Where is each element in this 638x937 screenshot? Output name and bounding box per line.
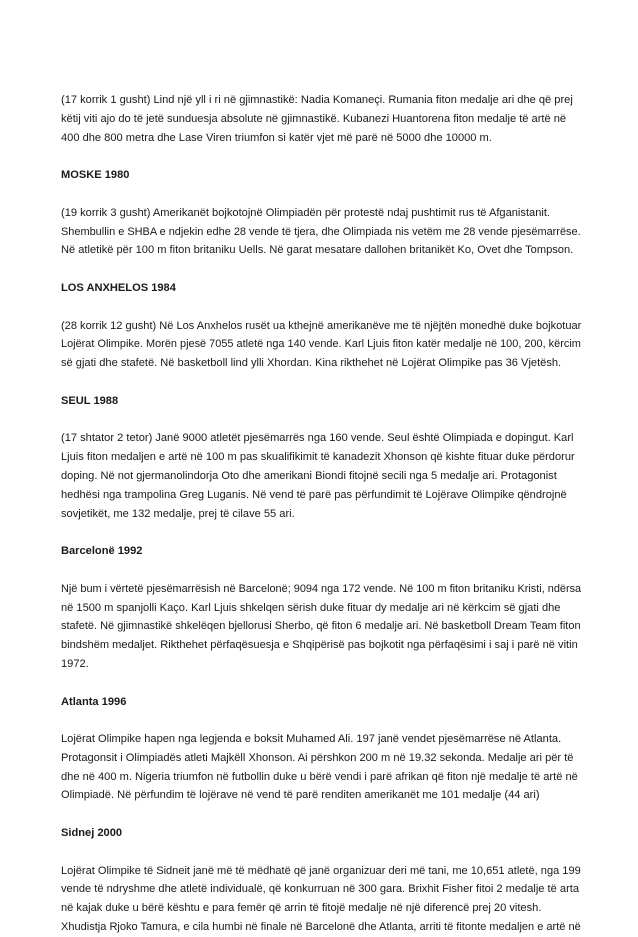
text-line: 400 dhe 800 metra dhe Lase Viren triumfon si katër vjet më parë në 5000 dhe 10000 m.: [61, 131, 492, 144]
paragraph-seul-1988: [61, 429, 581, 523]
text-line: doping. Në not gjermanolindorja Oto dhe amerikani Biondi fitojnë secili nga 5 medalje ari. Protagonist: [61, 469, 557, 482]
text-line: 1972.: [61, 657, 89, 670]
text-line: Lojërat Olimpike. Morën pjesë 7055 atletë nga 140 vende. Karl Ljuis fiton katër medalje në 100, 200, kërcim: [61, 338, 581, 351]
text-line: hedhësi nga trampolina Greg Luganis. Në vend të parë pas përfundimit të Lojërave Olimpike qëndrojnë: [61, 488, 567, 501]
text-line: bindshëm medaljet. Rikthehet përfaqësuesja e Shqipërisë pas bojkotit nga përfaqësimi i saj i parë në vitin: [61, 639, 578, 652]
text-line: Një bum i vërtetë pjesëmarrësish në Barcelonë; 9094 nga 172 vende. Në 100 m fiton britaniku Kristi, ndërsa: [61, 582, 582, 595]
text-line: Lojërat Olimpike të Sidneit janë më të mëdhatë që janë organizuar deri më tani, me 10,651 atletë, nga 199: [61, 864, 581, 877]
text-line: në 1500 m spanjolli Kaço. Karl Ljuis shkelqen sërish duke fituar dy medalje ari në kërkcim së gjati dhe: [61, 601, 561, 614]
text-line: Xhudistja Rjoko Tamura, e cila humbi në finale në Barcelonë dhe Atlanta, arriti të fitonte medaljen e artë në: [61, 921, 581, 934]
text-line: (17 shtator 2 tetor) Janë 9000 atletët pjesëmarrës nga 160 vende. Seul është Olimpiada e dopingut. Karl: [61, 432, 574, 445]
section-heading-sidnej-2000: Sidnej 2000: [61, 827, 123, 840]
text-line: stafetë. Në gjimnastikë shkelëqen bjellorusi Sherbo, që fiton 6 medalje ari. Në basketboll Dream Team fiton: [61, 620, 581, 633]
text-line: (19 korrik 3 gusht) Amerikanët bojkotojnë Olimpiadën për protestë ndaj pushtimit rus të Afganistanit.: [61, 206, 550, 219]
text-line: dhe në 400 m. Nigeria triumfon në futbollin duke u bërë vendi i parë afrikan që fiton një medalje të artë në: [61, 770, 578, 783]
text-line: sovjetikët, me 132 medalje, prej të cilave 55 ari.: [61, 507, 295, 520]
text-line: (17 korrik 1 gusht) Lind një yll i ri në gjimnastikë: Nadia Komaneçi. Rumania fiton medalje ari dhe që prej: [61, 94, 573, 106]
text-line: Protagonsit i Olimpiadës atleti Majkëll Xhonson. Ai përshkon 200 m në 19.32 sekonda. Medalje ari për të: [61, 751, 574, 764]
section-heading-los-anxhelos-1984: LOS ANXHELOS 1984: [61, 281, 176, 294]
text-line: së gjati dhe stafetë. Në basketboll lind ylli Xhordan. Kina rikthehet në Lojërat Olimpike pas 36 Vjetësh.: [61, 357, 562, 370]
text-line: në kajak duke u bërë kështu e para femër që arrin të fitojë medalje në një diferencë prej 20 vitesh.: [61, 902, 542, 915]
text-line: vende të ndryshme dhe atletë individualë, që konkurruan në 300 gara. Brixhit Fisher fitoi 2 medalje të arta: [61, 883, 580, 896]
paragraph-barcelone-1992: [61, 580, 581, 674]
section-heading-moske-1980: MOSKE 1980: [61, 169, 130, 182]
text-line: Lojërat Olimpike hapen nga legjenda e boksit Muhamed Ali. 197 janë vendet pjesëmarrëse në Atlanta.: [61, 733, 562, 746]
document-page: [61, 91, 581, 937]
paragraph-sidnej-2000: [61, 862, 581, 937]
text-line: Në atletikë për 100 m fiton britaniku Uells. Në garat mesatare dallohen britanikët Ko, Ovet dhe Tompson.: [61, 244, 574, 257]
paragraph-los-anxhelos-1984: [61, 317, 581, 373]
section-heading-seul-1988: SEUL 1988: [61, 394, 119, 407]
paragraph-atlanta-1996: [61, 730, 581, 805]
section-heading-atlanta-1996: Atlanta 1996: [61, 695, 127, 708]
text-line: këtij viti ajo do të jetë sunduesja absolute në gjimnastikë. Kubanezi Huantorena fiton medalje të artë në: [61, 112, 567, 125]
paragraph-moske-1980: [61, 204, 581, 260]
section-heading-barcelone-1992: Barcelonë 1992: [61, 545, 143, 558]
text-line: Ljuis fiton medaljen e artë në 100 m pas skualifikimit të kanadezit Xhonson që kishte fituar duke përdorur: [61, 451, 575, 464]
text-line: Olimpiadë. Në përfundim të lojërave në vend të parë renditen amerikanët me 101 medalje (44 ari): [61, 789, 540, 802]
paragraph-montreal-1976: [61, 91, 581, 147]
text-line: Shembullin e SHBA e ndjekin edhe 28 vende të tjera, dhe Olimpiada nis vetëm me 28 vende pjesëmarrëse.: [61, 225, 581, 238]
text-line: (28 korrik 12 gusht) Në Los Anxhelos rusët ua kthejnë amerikanëve me të njëjtën monedhë duke bojkotuar: [61, 319, 582, 332]
